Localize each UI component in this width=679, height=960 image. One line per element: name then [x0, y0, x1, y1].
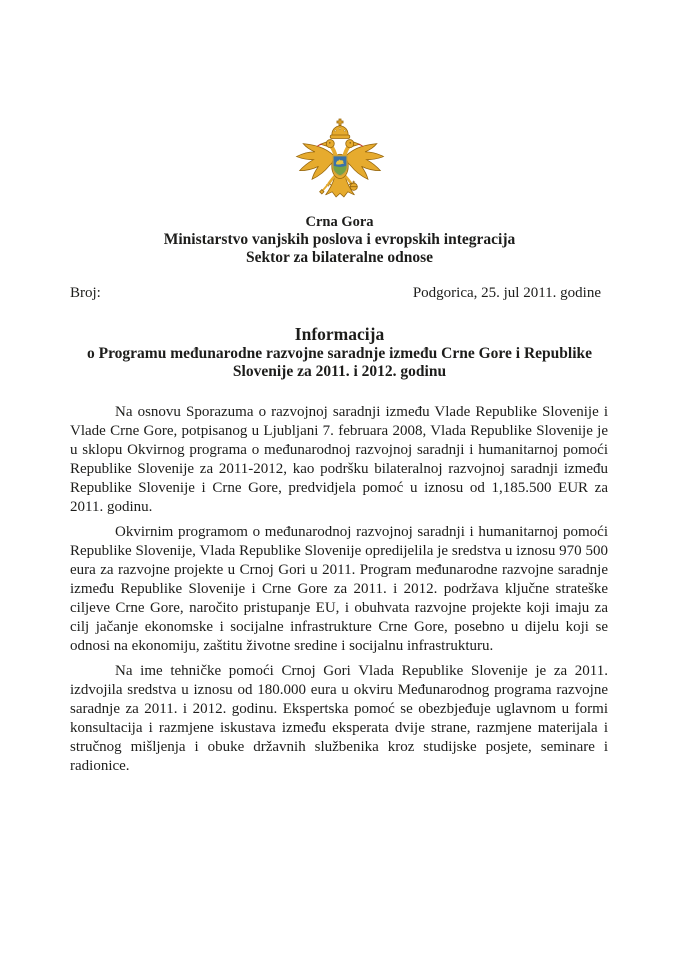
document-body: [0, 403, 679, 776]
crown-icon: [330, 119, 350, 139]
meta-row: [0, 285, 679, 302]
body-paragraph: Na osnovu Sporazuma o razvojnoj saradnji između Vlade Republike Slovenije i Vlade Crne Gore, potpisanog u Ljubljani 7. februara 2008, Vlada Republike Slovenije je u sklopu Okvirnog programa o međunarodnoj razvojnoj saradnji i humanitarnoj pomoći Republike Slovenije za 2011-2012, kao podršku bilateralnoj razvojnoj saradnji između Republike Slovenije i Crne Gore, predvidjela pomoć u iznosu od 1,185.500 EUR za 2011. godinu.: [70, 404, 608, 515]
body-paragraph: Okvirnim programom o međunarodnoj razvojnoj saradnji i humanitarnoj pomoći Republike Slovenije, Vlada Republike Slovenije opredijelila je sredstva u iznosu 970 500 eura za razvojne projekte u Crnoj Gori u 2011. Program međunarodne razvojne saradnje između Republike Slovenije i Crne Gore za 2011. i 2012. podržava ključne strateške ciljeve Crne Gore, naročito pristupanje EU, i obuhvata razvojne projekte koji imaju za cilj jačanje ekonomske i socijalne infrastrukture Crne Gore, posebno u dijelu koji se odnosi na ekonomiju, zaštitu životne sredine i socijalnu infrastrukturu.: [70, 524, 608, 654]
chest-shield: [332, 156, 346, 176]
country-name: Crna Gora: [305, 214, 374, 230]
ministry-name: Ministarstvo vanjskih poslova i evropskih integracija: [163, 231, 516, 248]
document-number-label: Broj:: [70, 285, 101, 301]
title-block: [0, 324, 679, 380]
document-subtitle-line-1: o Programu međunarodne razvojne saradnje između Crne Gore i Republike: [86, 345, 593, 362]
montenegro-coat-of-arms-icon: [292, 117, 388, 211]
document-subtitle-line-2: Slovenije za 2011. i 2012. godinu: [232, 362, 447, 380]
place-and-date: Podgorica, 25. jul 2011. godine: [412, 285, 601, 301]
body-paragraph: Na ime tehničke pomoći Crnoj Gori Vlada Republike Slovenije je za 2011. izdvojila sredstva u iznosu od 180.000 eura u okviru Međunarodnog programa razvojne saradnje za 2011. i 2012. godinu. Ekspertska pomoć se obezbjeđuje uglavnom u formi konsultacija i razmjene iskustava između eksperata dvije strane, razmjene materijala i stručnog mišljenja i obuke državnih službenika kroz studijske posjete, seminare i radionice.: [70, 663, 608, 774]
document-title: Informacija: [294, 324, 385, 344]
sector-name: Sektor za bilateralne odnose: [246, 249, 433, 266]
